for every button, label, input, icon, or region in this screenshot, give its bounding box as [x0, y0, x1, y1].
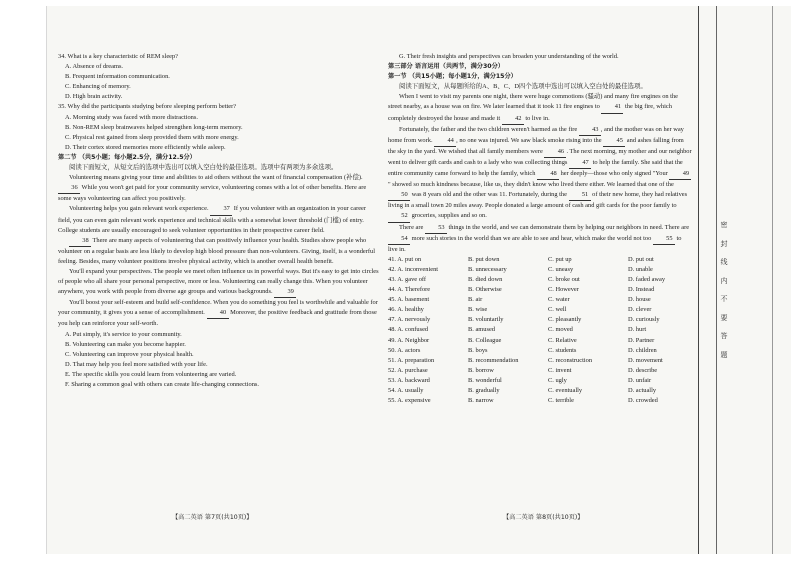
- cloze-option[interactable]: C. Relative: [548, 336, 577, 344]
- blank-55[interactable]: 55: [653, 234, 675, 245]
- passage-paragraph-1: Volunteering means giving your time and abilities to aid others without the want of financial compensation (补偿). 36 While you won't get paid for your community service, volunteering comes with a lot of other benefits. Here are some ways volunteering can affect you positively.: [58, 174, 367, 203]
- q34-option-c: C. Enhancing of memory.: [65, 83, 131, 91]
- binding-char: 答: [720, 332, 728, 340]
- seal-edge-line: [772, 6, 773, 554]
- cloze-option[interactable]: 43. A. gave off: [388, 275, 427, 283]
- binding-char: 密: [720, 221, 728, 229]
- cloze-option[interactable]: D. movement: [628, 356, 663, 364]
- passage-paragraph-3: 38 There are many aspects of volunteering that can positively influence your health. Studies show people who volunteer on a regular basis are less likely to develop high blood pressure than non-volunteers. Giving, itself, is a wonderful feeling. Besides, many volunteer positions involve physical activity, which is another overall health benefit.: [58, 236, 375, 265]
- cloze-option[interactable]: C. reconstruction: [548, 356, 593, 364]
- binding-line-inner: [716, 6, 717, 554]
- cloze-option[interactable]: 41. A. put on: [388, 255, 422, 263]
- blank-39[interactable]: 39: [274, 287, 296, 298]
- cloze-option[interactable]: B. put down: [468, 255, 500, 263]
- blank-46[interactable]: 46: [544, 147, 566, 158]
- cloze-option[interactable]: 55. A. expensive: [388, 397, 431, 405]
- blank-42[interactable]: 42: [502, 114, 524, 125]
- blank-44[interactable]: 44: [434, 136, 456, 147]
- binding-char: 题: [720, 350, 728, 359]
- cloze-option[interactable]: C. water: [548, 296, 570, 304]
- cloze-option-row: [388, 295, 692, 305]
- cloze-option[interactable]: D. actually: [628, 387, 657, 394]
- binding-char: 要: [720, 313, 728, 322]
- cloze-option[interactable]: B. gradually: [468, 387, 500, 394]
- cloze-option[interactable]: 42. A. inconvenient: [388, 265, 439, 273]
- cloze-option-row: [388, 366, 692, 376]
- cloze-option[interactable]: B. borrow: [468, 366, 494, 374]
- cloze-option[interactable]: 48. A. confused: [388, 326, 429, 334]
- q34-option-b: B. Frequent information communication.: [65, 73, 170, 81]
- cloze-option-row: [388, 285, 692, 295]
- cloze-option-row: [388, 255, 692, 265]
- cloze-option[interactable]: C. pleasantly: [548, 316, 582, 324]
- cloze-option[interactable]: C. put up: [548, 255, 572, 263]
- cloze-option[interactable]: 50. A. actors: [388, 346, 421, 354]
- section-2-title: 第二节 （共5小题；每小题2.5分，满分12.5分）: [58, 153, 196, 161]
- q34-option-d: D. High brain activity.: [65, 93, 123, 101]
- cloze-option[interactable]: 54. A. usually: [388, 387, 424, 394]
- cloze-option-row: [388, 315, 692, 325]
- cloze-option-row: [388, 325, 692, 335]
- cloze-option[interactable]: B. unnecessary: [468, 265, 507, 273]
- cloze-option[interactable]: 53. A. backward: [388, 376, 430, 384]
- cloze-option[interactable]: B. boys: [468, 346, 488, 354]
- cloze-option[interactable]: 49. A. Neighbor: [388, 336, 430, 344]
- cloze-option[interactable]: B. wonderful: [468, 376, 502, 384]
- cloze-option[interactable]: D. crowded: [628, 397, 658, 405]
- cloze-option[interactable]: B. recommendation: [468, 356, 519, 364]
- blank-48[interactable]: 48: [537, 169, 559, 180]
- cloze-option[interactable]: D. describe: [628, 366, 658, 374]
- cloze-option[interactable]: D. clever: [628, 306, 652, 314]
- part-3-title: 第三部分 语言运用（共两节，满分30分）: [388, 63, 504, 71]
- seven-option-e: E. The specific skills you could learn from volunteering are varied.: [65, 370, 237, 378]
- part-3-instructions: 阅读下面短文，从每题所给的A、B、C、D四个选项中选出可以填入空白处的最佳选项。: [399, 83, 647, 91]
- q34-option-a: A. Absence of dreams.: [65, 63, 124, 71]
- cloze-option[interactable]: C. well: [548, 306, 567, 314]
- passage-paragraph-5: You'll boost your self-esteem and build self-confidence. When you do something you feel is worthwhile and valuable for your community, it gives you a sense of accomplishment. 40 Moreover, the positive feedback and gratitude from those you help can reinforce your self-worth.: [58, 299, 378, 328]
- cloze-option[interactable]: D. unfair: [628, 376, 652, 384]
- cloze-option[interactable]: D. put out: [628, 255, 654, 263]
- q35-option-b: B. Non-REM sleep brainwaves helped strengthen long-term memory.: [65, 123, 243, 131]
- cloze-option[interactable]: B. amused: [468, 326, 495, 334]
- cloze-option[interactable]: 51. A. preparation: [388, 356, 435, 364]
- blank-38[interactable]: 38: [69, 236, 91, 247]
- cloze-paragraph-2: Fortunately, the father and the two children weren't harmed as the fire 43 , and the mother was on her way home from work. 44 , no one was injured. We saw black smoke rising into the 45 and ashes falling from the sky in the yard. We wished that all family members were 46 . The next morning, my mother and our neighbor went to deliver gift cards and cash to a lady who was collecting things 47 to help the family. She said that the entire community came forward to help the family, which 48 her deeply—those who only signed "Your 49" showed so much kindness because, like us, they didn't know who lived there either. We learned that one of the 50 was 8 years old and the other was 11. Fortunately, during the 51 of their new home, they had relatives living in a small town 20 miles away. People donated a large amount of cash and gift cards for the poor family to 52 groceries, supplies and so on.: [388, 125, 692, 223]
- q35-option-a: A. Morning study was faced with more distractions.: [65, 113, 198, 121]
- cloze-option[interactable]: 44. A. Therefore: [388, 286, 431, 294]
- cloze-option[interactable]: B. died down: [468, 275, 503, 283]
- cloze-option[interactable]: C. However: [548, 286, 579, 294]
- cloze-option[interactable]: 46. A. healthy: [388, 306, 424, 314]
- cloze-option[interactable]: D. faded away: [628, 275, 666, 283]
- cloze-option[interactable]: D. unable: [628, 265, 653, 273]
- seven-option-d: D. That may help you feel more satisfied with your life.: [65, 360, 208, 368]
- blank-53[interactable]: 53: [425, 223, 447, 234]
- blank-45[interactable]: 45: [603, 136, 625, 147]
- blank-54[interactable]: 54: [388, 234, 410, 245]
- cloze-option-row: [388, 305, 692, 315]
- cloze-option[interactable]: 47. A. nervously: [388, 316, 431, 324]
- cloze-option[interactable]: D. hurt: [628, 326, 647, 334]
- part-3-section-1: 第一节 （共15小题；每小题1分，满分15分）: [388, 73, 517, 81]
- cloze-option[interactable]: B. narrow: [468, 397, 494, 405]
- binding-warning: [718, 216, 730, 364]
- page-footer-7: 【高二英语 第7页(共10页)】: [172, 514, 253, 521]
- cloze-option[interactable]: C. terrible: [548, 397, 574, 405]
- cloze-option[interactable]: B. voluntarily: [468, 316, 504, 324]
- section-2-instructions: 阅读下面短文，从短文后的选项中选出可以填入空白处的最佳选项。选项中有两项为多余选项。: [69, 164, 338, 172]
- cloze-option-row: [388, 356, 692, 366]
- blank-52[interactable]: 52: [388, 211, 410, 222]
- q35-option-c: C. Physical rest gained from sleep provided them with more energy.: [65, 133, 239, 141]
- binding-char: 内: [720, 276, 728, 285]
- seven-option-b: B. Volunteering can make you become happier.: [65, 340, 186, 348]
- cloze-option-row: [388, 386, 692, 396]
- cloze-option[interactable]: D. Partner: [628, 336, 655, 344]
- seven-option-g: G. Their fresh insights and perspectives can broaden your understanding of the world.: [399, 53, 619, 60]
- blank-43[interactable]: 43: [579, 125, 601, 136]
- passage-paragraph-2: Volunteering helps you gain relevant work experience. 37 If you volunteer with an organization in your career field, you can even gain relevant work experience and technical skills with a somewhat lower threshold (门槛) of entry. College students are usually encouraged to seek volunteer opportunities in their prospective career field.: [58, 205, 367, 234]
- cloze-option[interactable]: C. eventually: [548, 387, 583, 394]
- blank-51[interactable]: 51: [569, 190, 591, 201]
- cloze-option-row: [388, 275, 692, 285]
- page-8-column: [388, 52, 692, 406]
- question-35-stem: 35. Why did the participants studying before sleeping perform better?: [58, 103, 237, 111]
- binding-line: [698, 6, 699, 554]
- cloze-option[interactable]: 52. A. purchase: [388, 366, 428, 374]
- blank-49[interactable]: 49: [669, 169, 691, 180]
- page-7-column: [58, 52, 380, 390]
- cloze-option[interactable]: C. broke out: [548, 275, 580, 283]
- cloze-option[interactable]: B. air: [468, 296, 483, 304]
- seven-option-a: A. Put simply, it's service to your community.: [65, 330, 182, 338]
- blank-37[interactable]: 37: [210, 204, 232, 215]
- blank-41[interactable]: 41: [601, 102, 623, 113]
- cloze-option-row: [388, 346, 692, 356]
- seven-option-f: F. Sharing a common goal with others can create life-changing connections.: [65, 381, 259, 388]
- cloze-option[interactable]: D. house: [628, 296, 651, 304]
- blank-36[interactable]: 36: [58, 183, 80, 194]
- cloze-option[interactable]: C. ugly: [548, 376, 567, 384]
- blank-50[interactable]: 50: [388, 190, 410, 201]
- cloze-option[interactable]: 45. A. basement: [388, 296, 430, 304]
- blank-40[interactable]: 40: [207, 308, 229, 319]
- cloze-option[interactable]: B. wise: [468, 306, 488, 314]
- binding-char: 不: [720, 295, 728, 303]
- cloze-option[interactable]: D. Instead: [628, 286, 655, 294]
- cloze-options-table: [388, 255, 692, 406]
- question-34-stem: 34. What is a key characteristic of REM sleep?: [58, 53, 179, 60]
- cloze-option-row: [388, 396, 692, 406]
- cloze-paragraph-3: There are 53 things in the world, and we can demonstrate them by helping our neighbors in need. There are 54 more such stories in the world than we are able to see and hear, which make the world not too 55 to live in.: [388, 223, 690, 253]
- cloze-option-row: [388, 265, 692, 275]
- binding-char: 线: [720, 258, 728, 266]
- cloze-option[interactable]: D. children: [628, 346, 657, 354]
- cloze-option[interactable]: D. curiously: [628, 316, 660, 324]
- binding-char: 封: [720, 239, 728, 248]
- cloze-option[interactable]: B. Colleague: [468, 336, 502, 344]
- page-footer-8: 【高二英语 第8页(共10页)】: [503, 514, 584, 521]
- blank-47[interactable]: 47: [569, 158, 591, 169]
- cloze-option-row: [388, 336, 692, 346]
- cloze-option[interactable]: C. moved: [548, 326, 573, 334]
- cloze-option[interactable]: C. uneasy: [548, 265, 574, 273]
- cloze-option-row: [388, 376, 692, 386]
- passage-paragraph-4: You'll expand your perspectives. The people we meet often influence us in powerful ways. But it's easy to get into circles of people who all share your personal perspective, more or less. Volunteering can really change this. When you volunteer anywhere, you work with people from diverse age groups and various backgrounds. 39: [58, 267, 380, 298]
- cloze-paragraph-1: When I went to visit my parents one night, there were huge commotions (骚动) and many fire engines on the street nearby, as a house was on fire. We later learned that it took 11 fire engines to 41 the big fire, which completely destroyed the house and made it 42 to live in.: [388, 92, 692, 124]
- cloze-option[interactable]: C. invent: [548, 366, 572, 374]
- cloze-option[interactable]: B. Otherwise: [468, 286, 502, 294]
- q35-option-d: D. Their cortex stored memories more efficiently while asleep.: [65, 143, 226, 151]
- seven-option-c: C. Volunteering can improve your physical health.: [65, 350, 194, 358]
- cloze-option[interactable]: C. students: [548, 346, 577, 354]
